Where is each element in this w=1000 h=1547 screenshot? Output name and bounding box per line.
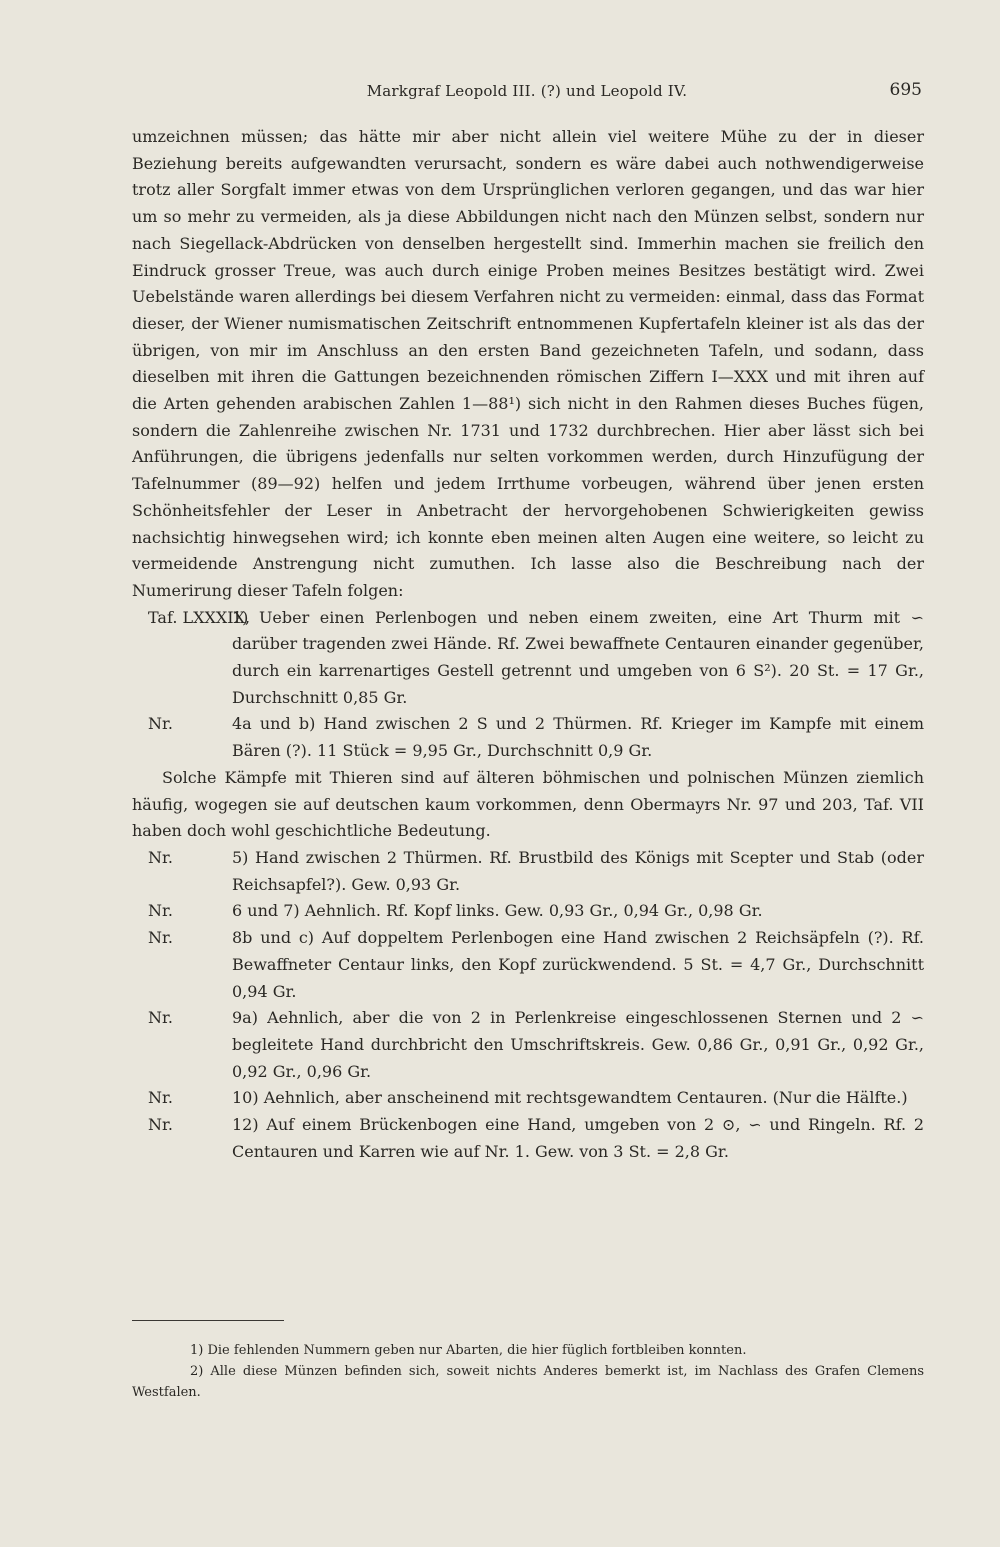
entry-label: Nr. <box>148 847 173 867</box>
page-number: 695 <box>889 80 922 100</box>
coin-entry <box>132 605 924 712</box>
entry-label: Taf. LXXXIX, <box>148 607 251 627</box>
entry-label: Nr. <box>148 1008 173 1028</box>
coin-entry <box>132 1085 924 1112</box>
entry-label: Nr. <box>148 901 173 921</box>
footnote-divider <box>132 1320 284 1321</box>
entry-text: 9a) Aehnlich, aber die von 2 in Perlenkreise eingeschlossenen Sternen und 2 ∽ begleitete Hand durchbricht den Umschriftskreis. Gew. 0,86 Gr., 0,91 Gr., 0,92 Gr., 0,92 Gr., 0,96 Gr. <box>232 1008 924 1081</box>
coin-entry <box>132 711 924 764</box>
coin-entry <box>132 925 924 1005</box>
coin-entry <box>132 898 924 925</box>
entry-text: 10) Aehnlich, aber anscheinend mit rechtsgewandtem Centauren. (Nur die Hälfte.) <box>232 1088 908 1108</box>
coin-entry <box>132 1005 924 1085</box>
coin-entry <box>132 845 924 898</box>
entry-text: 5) Hand zwischen 2 Thürmen. Rf. Brustbild des Königs mit Scepter und Stab (oder Reichsapfel?). Gew. 0,93 Gr. <box>232 847 924 894</box>
paragraph: Solche Kämpfe mit Thieren sind auf älteren böhmischen und polnischen Münzen ziemlich häufig, wogegen sie auf deutschen kaum vorkommen, denn Obermayrs Nr. 97 und 203, Taf. VII haben doch wohl geschichtliche Bedeutung. <box>132 767 924 841</box>
paragraph: umzeichnen müssen; das hätte mir aber nicht allein viel weitere Mühe zu der in dieser Beziehung bereits aufgewandten verursacht, sondern es wäre dabei auch nothwendigerweise trotz aller Sorgfalt immer etwas von dem Ursprünglichen verloren gegangen, und das war hier um so mehr zu vermeiden, als ja diese Abbildungen nicht nach den Münzen selbst, sondern nur nach Siegellack-Abdrücken von denselben hergestellt sind. Immerhin machen sie freilich den Eindruck grosser Treue, was auch durch einige Proben meines Besitzes bestätigt wird. Zwei Uebelstände waren allerdings bei diesem Verfahren nicht zu vermeiden: einmal, dass das Format dieser, der Wiener numismatischen Zeitschrift entnommenen Kupfertafeln kleiner ist als das der übrigen, von mir im Anschluss an den ersten Band gezeichneten Tafeln, und sodann, dass dieselben mit ihren die Gattungen bezeichnenden römischen Ziffern I—XXX und mit ihren auf die Arten gehenden arabischen Zahlen 1—88¹) sich nicht in den Rahmen dieses Buches fügen, sondern die Zahlenreihe zwischen Nr. 1731 und 1732 durchbrechen. Hier aber lässt sich bei Anführungen, die übrigens jedenfalls nur selten vorkommen werden, durch Hinzufügung der Tafelnummer (89—92) helfen und jedem Irrthume vorbeugen, während über jenen ersten Schönheitsfehler der Leser in Anbetracht der hervorgehobenen Schwierigkeiten gewiss nachsichtig hinwegsehen wird; ich konnte eben meinen alten Augen eine weitere, so leicht zu vermeidende Anstrengung nicht zumuthen. Ich lasse also die Beschreibung nach der Numerirung dieser Tafeln folgen: <box>132 127 924 600</box>
entry-label: Nr. <box>148 714 173 734</box>
entry-label: Nr. <box>148 928 173 948</box>
body-text <box>132 124 924 1165</box>
coin-entry <box>132 1112 924 1165</box>
page-header <box>132 76 922 106</box>
running-head: Markgraf Leopold III. (?) und Leopold IV. <box>366 82 688 100</box>
entry-text: 12) Auf einem Brückenbogen eine Hand, umgeben von 2 ⊙, ∽ und Ringeln. Rf. 2 Centauren und Karren wie auf Nr. 1. Gew. von 3 St. = 2,8 Gr. <box>232 1115 924 1161</box>
footnote: 2) Alle diese Münzen befinden sich, soweit nichts Anderes bemerkt ist, im Nachlass des Grafen Clemens Westfalen. <box>132 1364 924 1400</box>
entry-label: Nr. <box>148 1115 173 1135</box>
entry-text: 4a und b) Hand zwischen 2 S und 2 Thürmen. Rf. Krieger im Kampfe mit einem Bären (?). 11 Stück = 9,95 Gr., Durchschnitt 0,9 Gr. <box>232 714 924 761</box>
footnote: 1) Die fehlenden Nummern geben nur Abarten, die hier füglich fortbleiben konnten. <box>190 1343 747 1358</box>
entry-text: 6 und 7) Aehnlich. Rf. Kopf links. Gew. 0,93 Gr., 0,94 Gr., 0,98 Gr. <box>232 901 763 921</box>
entry-text: 8b und c) Auf doppeltem Perlenbogen eine Hand zwischen 2 Reichsäpfeln (?). Rf. Bewaffneter Centaur links, den Kopf zurückwendend. 5 St. = 4,7 Gr., Durchschnitt 0,94 Gr. <box>232 928 924 1001</box>
entry-label: Nr. <box>148 1088 173 1108</box>
footnotes <box>132 1340 924 1403</box>
entry-text: 1) Ueber einen Perlenbogen und neben einem zweiten, eine Art Thurm mit ∽ darüber tragenden zwei Hände. Rf. Zwei bewaffnete Centauren einander gegenüber, durch ein karrenartiges Gestell getrennt und umgeben von 6 S²). 20 St. = 17 Gr., Durchschnitt 0,85 Gr. <box>232 607 924 707</box>
